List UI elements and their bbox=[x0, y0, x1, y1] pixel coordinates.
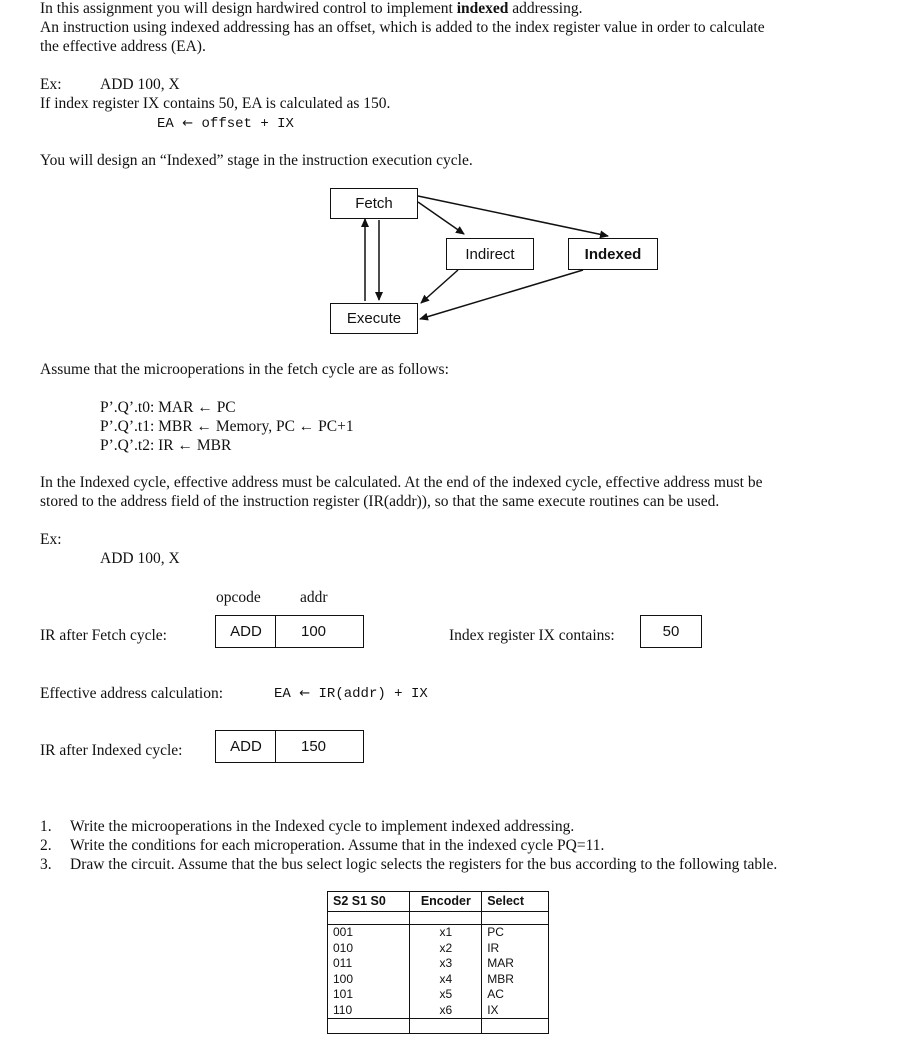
bus-select-table bbox=[327, 891, 549, 1034]
table-row bbox=[328, 925, 549, 941]
intro-line-2: An instruction using indexed addressing has an offset, which is added to the index register value in order to calculate bbox=[40, 19, 765, 36]
intro-line-1: In this assignment you will design hardwired control to implement indexed addressing. bbox=[40, 0, 583, 17]
ix-label: Index register IX contains: bbox=[449, 627, 615, 644]
table-cell: AC bbox=[482, 987, 549, 1003]
table-spacer-row bbox=[328, 912, 549, 925]
table-cell: x3 bbox=[410, 956, 482, 972]
example2-label: Ex: bbox=[40, 531, 62, 548]
arrow-indexed-to-execute bbox=[420, 270, 583, 319]
table-cell: x5 bbox=[410, 987, 482, 1003]
opcode-header: opcode bbox=[216, 589, 261, 606]
example-label: Ex: bbox=[40, 76, 62, 93]
state-execute: Execute bbox=[330, 303, 418, 334]
indexed-para-line-2: stored to the address field of the instruction register (IR(addr)), so that the same execute routines can be used. bbox=[40, 493, 720, 510]
ea-formula: EA ← offset + IX bbox=[157, 116, 294, 132]
state-indirect: Indirect bbox=[446, 238, 534, 270]
addr-header: addr bbox=[300, 589, 328, 606]
example2-instruction: ADD 100, X bbox=[100, 550, 180, 567]
ir-fetch-label: IR after Fetch cycle: bbox=[40, 627, 167, 644]
table-row bbox=[328, 941, 549, 957]
table-row bbox=[328, 956, 549, 972]
table-cell: 010 bbox=[328, 941, 410, 957]
table-cell: MAR bbox=[482, 956, 549, 972]
example-instruction: ADD 100, X bbox=[100, 76, 180, 93]
ir-fetch-opcode: ADD bbox=[215, 615, 277, 648]
ir-fetch-addr: 100 bbox=[275, 615, 364, 648]
table-cell: IX bbox=[482, 1003, 549, 1019]
state-fetch: Fetch bbox=[330, 188, 418, 219]
table-row bbox=[328, 972, 549, 988]
table-header: Encoder bbox=[410, 892, 482, 912]
ea-calc-formula: EA ← IR(addr) + IX bbox=[274, 686, 428, 702]
fetch-op-3: P’.Q’.t2: IR ← MBR bbox=[100, 437, 232, 454]
fetch-op-2: P’.Q’.t1: MBR ← Memory, PC ← PC+1 bbox=[100, 418, 354, 435]
table-cell: x2 bbox=[410, 941, 482, 957]
ir-indexed-opcode: ADD bbox=[215, 730, 277, 763]
ix-value: 50 bbox=[640, 615, 702, 648]
table-header: Select bbox=[482, 892, 549, 912]
table-cell: 100 bbox=[328, 972, 410, 988]
table-cell: x1 bbox=[410, 925, 482, 941]
table-cell: 001 bbox=[328, 925, 410, 941]
task-item-1: 1. Write the microoperations in the Indexed cycle to implement indexed addressing. bbox=[40, 818, 575, 835]
table-cell: 011 bbox=[328, 956, 410, 972]
table-cell: x4 bbox=[410, 972, 482, 988]
ea-calc-label: Effective address calculation: bbox=[40, 685, 224, 702]
table-row bbox=[328, 1003, 549, 1019]
table-cell: 110 bbox=[328, 1003, 410, 1019]
table-cell: IR bbox=[482, 941, 549, 957]
task-item-3: 3. Draw the circuit. Assume that the bus select logic selects the registers for the bus according to the following table. bbox=[40, 856, 778, 873]
state-indexed: Indexed bbox=[568, 238, 658, 270]
ir-indexed-label: IR after Indexed cycle: bbox=[40, 742, 183, 759]
intro-line-3: the effective address (EA). bbox=[40, 38, 206, 55]
indexed-para-line-1: In the Indexed cycle, effective address must be calculated. At the end of the indexed cycle, effective address must be bbox=[40, 474, 763, 491]
arrow-indirect-to-execute bbox=[421, 270, 458, 303]
fetch-intro: Assume that the microoperations in the fetch cycle are as follows: bbox=[40, 361, 449, 378]
table-spacer-row bbox=[328, 1019, 549, 1034]
task-item-2: 2. Write the conditions for each microperation. Assume that in the indexed cycle PQ=11. bbox=[40, 837, 605, 854]
table-cell: x6 bbox=[410, 1003, 482, 1019]
table-header: S2 S1 S0 bbox=[328, 892, 410, 912]
left-arrow-icon: ← bbox=[182, 116, 194, 131]
table-cell: PC bbox=[482, 925, 549, 941]
table-row bbox=[328, 987, 549, 1003]
fetch-op-1: P’.Q’.t0: MAR ← PC bbox=[100, 399, 236, 416]
table-header-row bbox=[328, 892, 549, 912]
table-cell: 101 bbox=[328, 987, 410, 1003]
arrow-fetch-to-indexed bbox=[418, 196, 608, 236]
left-arrow-icon: ← bbox=[299, 686, 311, 701]
table-cell: MBR bbox=[482, 972, 549, 988]
example-description: If index register IX contains 50, EA is calculated as 150. bbox=[40, 95, 391, 112]
stage-text: You will design an “Indexed” stage in the instruction execution cycle. bbox=[40, 152, 473, 169]
ir-indexed-addr: 150 bbox=[275, 730, 364, 763]
cycle-diagram-arrows bbox=[0, 0, 917, 345]
arrow-fetch-to-indirect bbox=[418, 202, 464, 234]
